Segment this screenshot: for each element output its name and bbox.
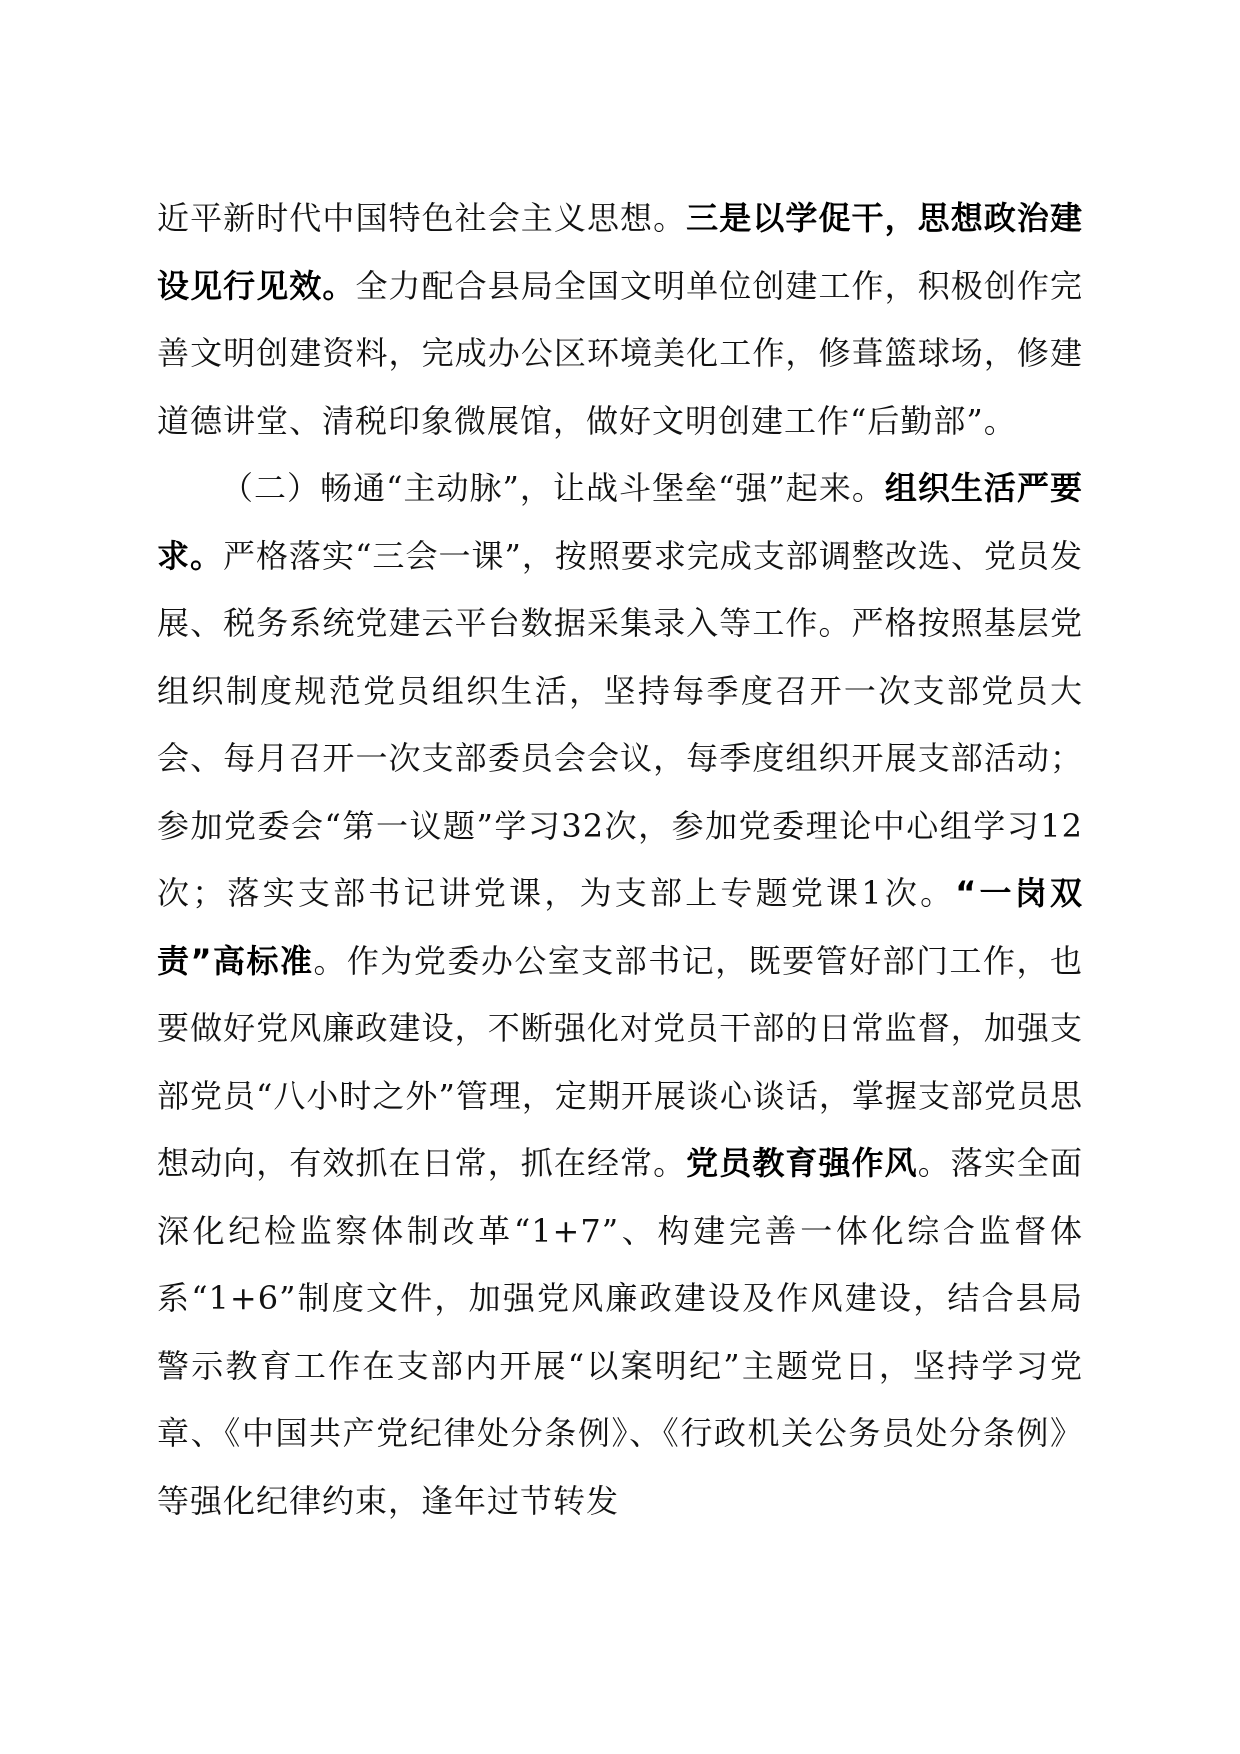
paragraph-text: 。作为党委办公室支部书记，既要管好部门工作，也要做好党风廉政建设，不断强化对党员干部的日常监督，加强支部党员“八小时之外”管理，定期开展谈心谈话，掌握支部党员思想动向，有效抓在日常，抓在经常。 <box>157 941 1083 1182</box>
paragraph-text: 严格落实“三会一课”，按照要求完成支部调整改选、党员发展、税务系统党建云平台数据采集录入等工作。严格按照基层党组织制度规范党员组织生活，坚持每季度召开一次支部党员大会、每月召开一次支部委员会会议，每季度组织开展支部活动；参加党委会“第一议题”学习32次，参加党委理论中心组学习12次；落实支部书记讲党课，为支部上专题党课1次。 <box>157 536 1083 912</box>
paragraph-text: 。落实全面深化纪检监察体制改革“1+7”、构建完善一体化综合监督体系“1+6”制度文件，加强党风廉政建设及作风建设，结合县局警示教育工作在支部内开展“以案明纪”主题党日，坚持学习党章、《中国共产党纪律处分条例》、《行政机关公务员处分条例》等强化纪律约束，逢年过节转发 <box>157 1144 1083 1520</box>
document-body <box>157 185 1083 1535</box>
section-title: （二）畅通“主动脉”，让战斗堡垒“强”起来。 <box>221 469 885 507</box>
paragraph-civilization-building <box>157 185 1083 455</box>
paragraph-text: 近平新时代中国特色社会主义思想。 <box>157 199 687 237</box>
paragraph-text: 全力配合县局全国文明单位创建工作，积极创作完善文明创建资料，完成办公区环境美化工作，修葺篮球场，修建道德讲堂、清税印象微展馆，做好文明创建工作“后勤部”。 <box>157 266 1083 440</box>
bold-heading: 组织生活严要求。 <box>157 469 1083 575</box>
bold-heading: 三是以学促干，思想政治建设见行见效。 <box>157 199 1083 305</box>
bold-heading: 党员教育强作风 <box>686 1144 918 1182</box>
bold-heading: “一岗双责”高标准 <box>157 874 1083 980</box>
paragraph-organization-life <box>157 455 1083 1535</box>
